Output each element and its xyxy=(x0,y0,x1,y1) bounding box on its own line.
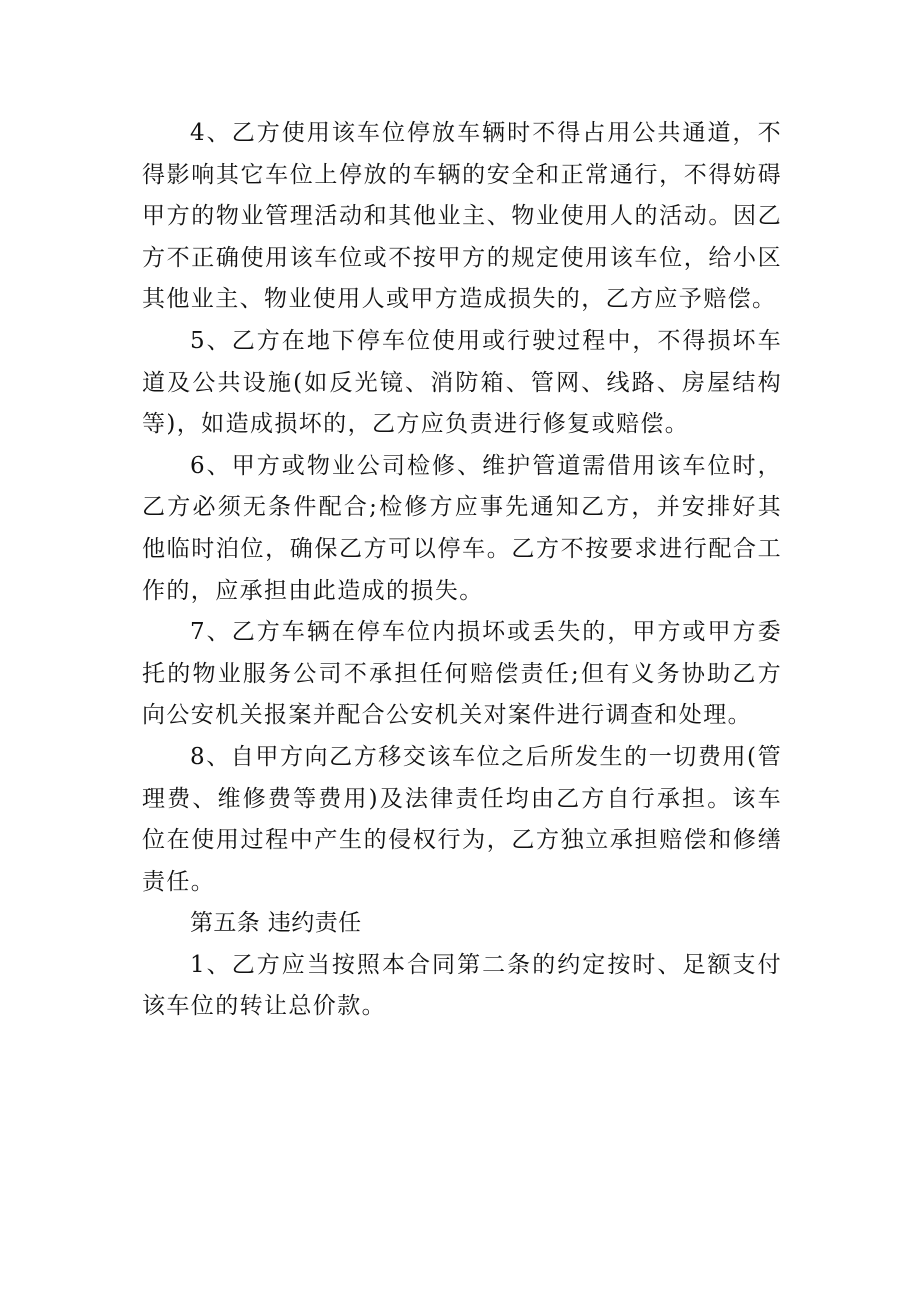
clause-8-paragraph: 8、自甲方向乙方移交该车位之后所发生的一切费用(管理费、维修费等费用)及法律责任均由乙方自行承担。该车位在使用过程中产生的侵权行为，乙方独立承担赔偿和修缮责任。 xyxy=(142,743,782,895)
clause-4-paragraph: 4、乙方使用该车位停放车辆时不得占用公共通道，不得影响其它车位上停放的车辆的安全和正常通行，不得妨碍甲方的物业管理活动和其他业主、物业使用人的活动。因乙方不正确使用该车位或不按甲方的规定使用该车位，给小区其他业主、物业使用人或甲方造成损失的，乙方应予赔偿。 xyxy=(142,120,782,313)
clause-5-paragraph: 5、乙方在地下停车位使用或行驶过程中，不得损坏车道及公共设施(如反光镜、消防箱、管网、线路、房屋结构等)，如造成损坏的，乙方应负责进行修复或赔偿。 xyxy=(142,327,782,438)
document-body xyxy=(142,113,782,1028)
clause-6-paragraph: 6、甲方或物业公司检修、维护管道需借用该车位时，乙方必须无条件配合;检修方应事先通知乙方，并安排好其他临时泊位，确保乙方可以停车。乙方不按要求进行配合工作的，应承担由此造成的损失。 xyxy=(142,452,782,604)
breach-clause-1-paragraph: 1、乙方应当按照本合同第二条的约定按时、足额支付该车位的转让总价款。 xyxy=(142,951,782,1020)
clause-7-paragraph: 7、乙方车辆在停车位内损坏或丢失的，甲方或甲方委托的物业服务公司不承担任何赔偿责任;但有义务协助乙方向公安机关报案并配合公安机关对案件进行调查和处理。 xyxy=(142,619,782,729)
section-heading: 第五条 违约责任 xyxy=(190,910,362,937)
